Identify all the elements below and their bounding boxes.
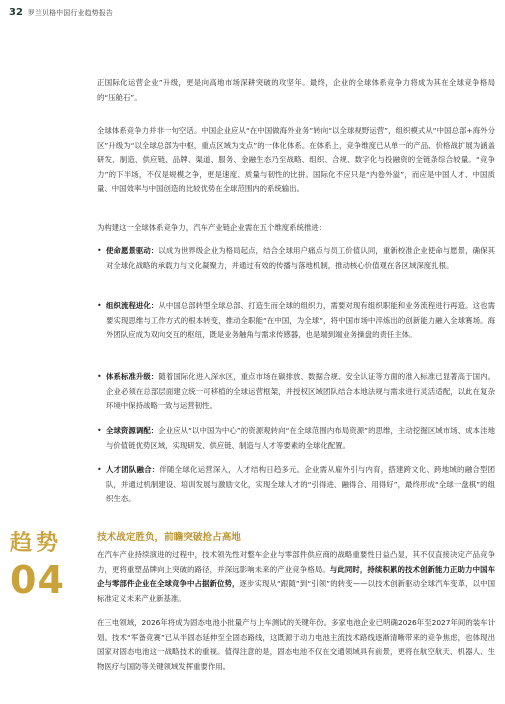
bullet-icon: • [97, 246, 102, 255]
list-item-text: 企业应从“以中国为中心”的资源观转向“在全球范围内布局资源”的思维，主动挖掘区域市场、成本洼地与价值链优势区域，实现研发、供应链、制造与人才等要素的全球化配置。 [106, 426, 495, 450]
list-item-title: 使命愿景驱动： [106, 246, 159, 255]
bullet-icon: • [97, 426, 102, 435]
list-item-text: 从中国总部转型全球总部、打造生而全球的组织力，需要对现有组织职能和业务流程进行再造。这也需要实现思维与工作方式的根本转变，推动全职能“在中国，为全球”，将中国市场中淬炼出的创新能力融入全球赛场。海外团队应成为双向交互的枢纽，既是业务触角与需求传感器，也是端到端业务操盘的责任主体。 [106, 301, 495, 340]
list-item [97, 424, 495, 453]
list-item-title: 人才团队融合： [106, 465, 160, 474]
paragraph-five-dimensions: 为构建这一全球体系竞争力，汽车产业链企业需在五个维度系统推进： [97, 223, 327, 232]
page-header [9, 6, 113, 18]
list-item [97, 370, 495, 414]
list-item-title: 体系标准升级： [106, 372, 159, 381]
list-item-text: 以成为世界级企业为格局起点，结合全球用户痛点与员工价值认同，重新校准企业使命与愿景，确保其对全球化战略的承载力与文化凝聚力，并通过有效的传播与落地机制，推动核心价值观在各区域深度扎根。 [106, 246, 495, 270]
trend-label: 趋势 [10, 531, 63, 556]
paragraph-intro: 正国际化运营企业”升级，更是向高地市场深耕突破的攻坚年。最终，企业的全球体系竞争力将成为其在全球竞争格局的“压舱石”。 [97, 78, 495, 102]
list-item-text: 伴随全球化运营深入，人才结构日趋多元。企业需从雇外引与内育，搭建跨文化、跨地域的融合型团队，并通过机制建设、培训发展与激励文化，实现全球人才的“引得进、融得合、用得好”，最终形成“全球一盘棋”的组织生态。 [106, 465, 495, 504]
paragraph-global-system: 全球体系竞争力并非一句空话。中国企业应从“在中国做海外业务”转向“以全球视野运营”，组织模式从“中国总部+海外分区”升级为“以全球总部为中枢，重点区域为支点”的一体化体系。在体系上，竞争维度已从单一的产品、价格战扩展为涵盖研发、制造、供应链、品牌、渠道、服务、金融生态乃至战略、组织、合规、数字化与投融资的全链条综合较量。“竞争力”的下半场，不仅是规模之争，更是速度、质量与韧性的比拼。国际化不应只是“内卷外溢”，而应是中国人才、中国质量、中国效率与中国创造的比较优势在全球范围内的系统输出。 [97, 126, 495, 194]
trend-number: 04 [10, 558, 65, 602]
list-item [97, 463, 495, 507]
paragraph-tech-leadership: 在汽车产业持续演进的过程中，技术领先性对整车企业与零部件供应商的战略重要性日益凸显，其不仅直接决定产品竞争力，更将重塑品牌向上突破的路径，并深远影响未来的产业竞争格局。与此同时，持续积累的技术创新能力正助力中国车企与零部件企业在全球竞争中占据新位势，逐步实现从“跟随”到“引领”的转变——以技术创新驱动全球汽车变革，以中国标准定义未来产业新基准。 [97, 550, 495, 603]
list-item-title: 组织流程进化： [106, 301, 159, 310]
list-item [97, 244, 495, 273]
bullet-icon: • [97, 372, 102, 381]
bullet-icon: • [97, 465, 102, 474]
section-title: 技术战定胜负，前瞻突破抢占高地 [97, 532, 241, 543]
highlight-text: 与此同时，持续积累的技术创新能力正助力中国车企与零部件企业在全球竞争中占据新位势， [97, 564, 495, 589]
report-title: 罗兰贝格中国行业趋势报告 [27, 9, 114, 17]
bullet-icon: • [97, 301, 102, 310]
trend-marker [10, 530, 88, 602]
page-number: 32 [9, 6, 23, 18]
list-item-text: 随着国际化进入深水区，重点市场在碳排放、数据合规、安全认证等方面的准入标准已显著高于国内。企业必须在总部层面建立统一可移植的全球运营框架，并授权区域团队结合本地法规与需求进行灵活适配，以此在复杂环境中保持战略一致与运营韧性。 [106, 372, 495, 411]
paragraph-solid-state-battery: 在三电领域，2026年将成为固态电池小批量产与上车测试的关键年份。多家电池企业已明确2026年至2027年间的装车计划。技术“军备竞赛”已从半固态延伸至全固态路线，这既源于动力电池主流技术路线逐渐清晰带来的竞争焦虑，也体现出国家对固态电池这一战略技术的重视。值得注意的是，固态电池不仅在交通领域具有前景，更将在航空航天、机器人、生物医疗与国防等关键领域发挥重要作用。 [97, 618, 495, 671]
list-item [97, 299, 495, 343]
list-item-title: 全球资源调配： [106, 426, 159, 435]
